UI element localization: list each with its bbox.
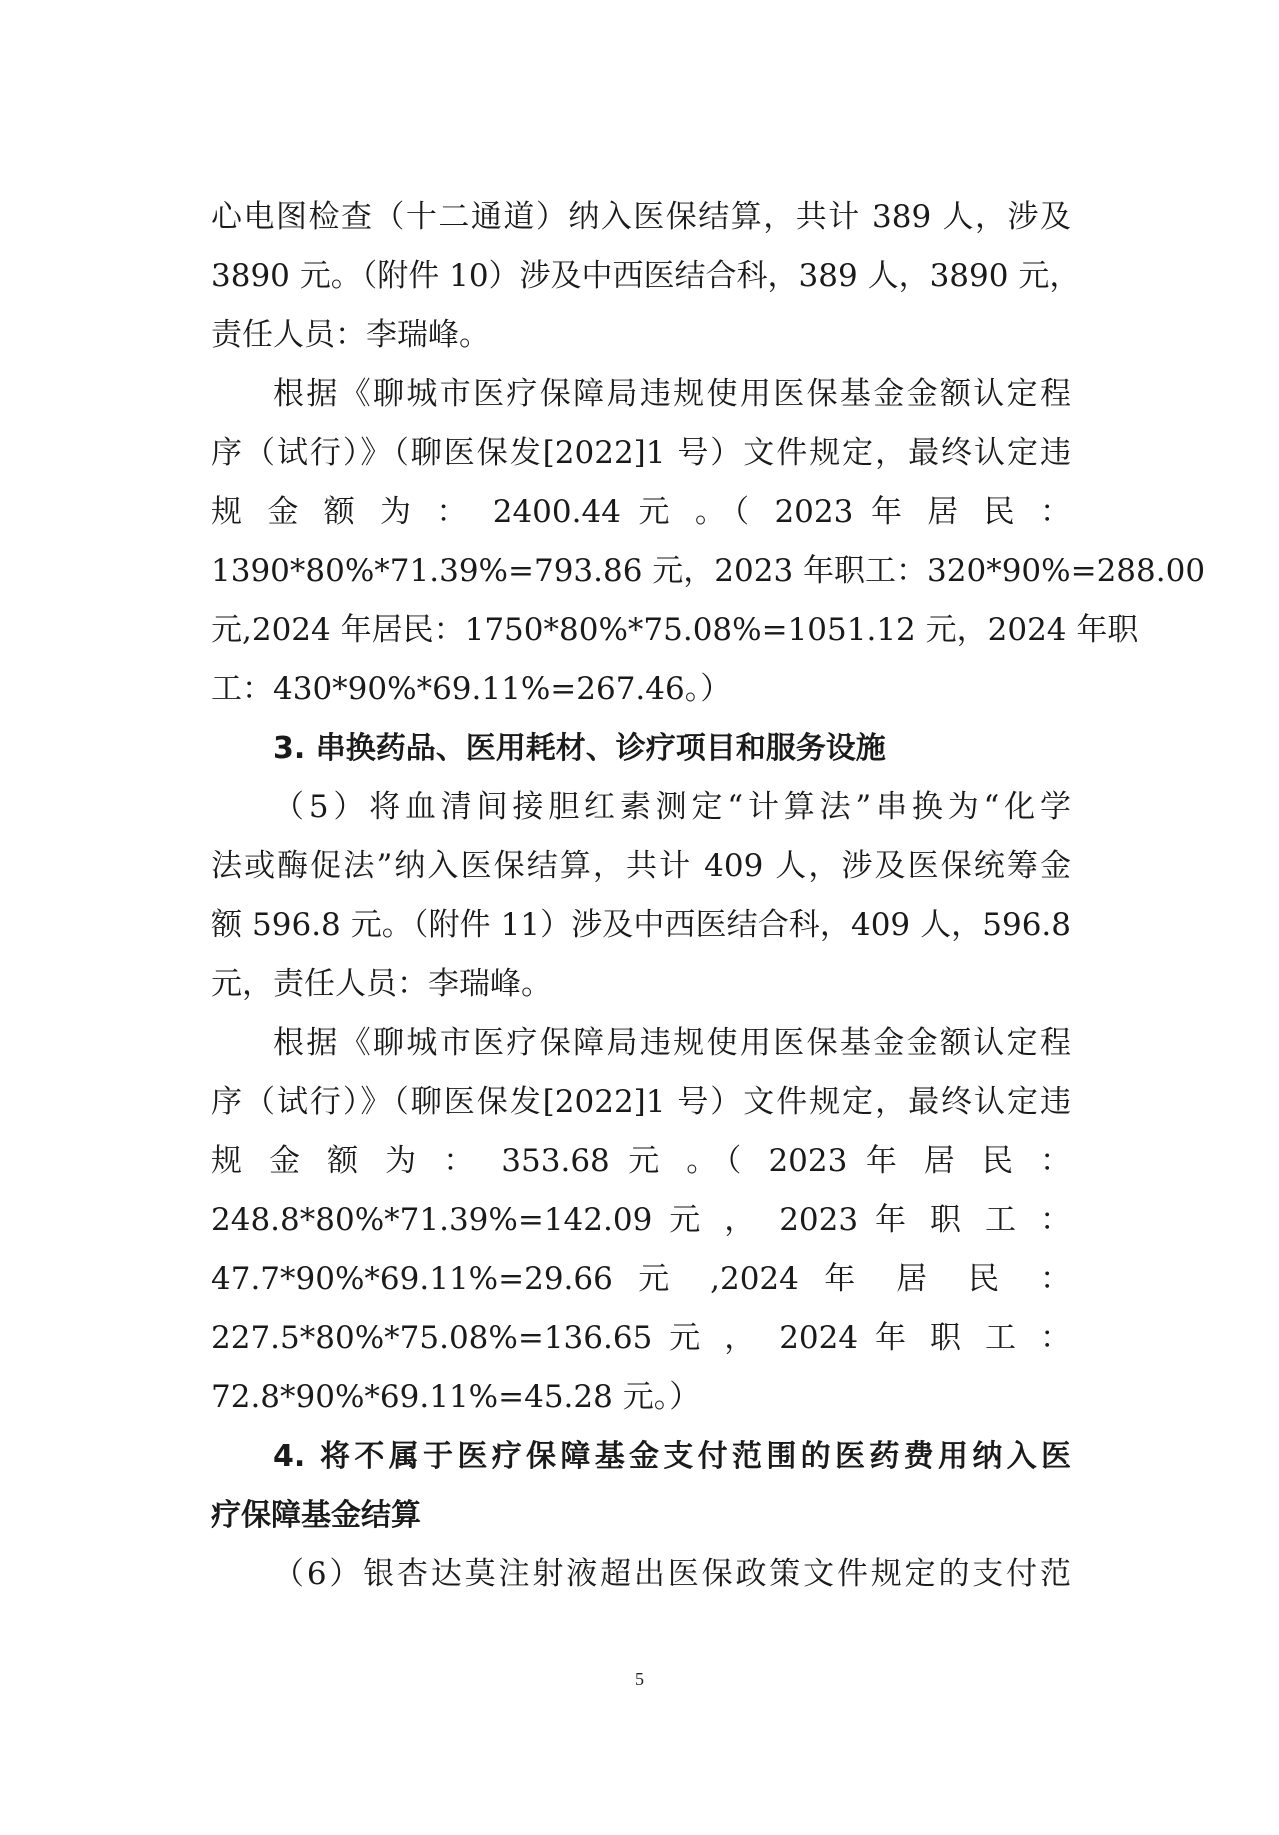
body-line-11: （5）将血清间接胆红素测定“计算法”串换为“化学 <box>273 789 1071 825</box>
body-line-18: 248.8*80%*71.39%=142.09 元 ， 2023 年 职 工 ： <box>211 1202 1071 1238</box>
body-line-3: 责任人员：李瑞峰。 <box>211 317 490 353</box>
body-line-13: 额 596.8 元。（附件 11）涉及中西医结合科，409 人，596.8 <box>211 907 1071 943</box>
body-line-1: 心电图检查（十二通道）纳入医保结算，共计 389 人，涉及 <box>211 199 1071 235</box>
section-heading-4: 4. 将不属于医疗保障基金支付范围的医药费用纳入医 <box>273 1439 1071 1474</box>
body-line-19: 47.7*90%*69.11%=29.66 元 ,2024 年 居 民 ： <box>211 1261 1071 1297</box>
body-line-2: 3890 元。（附件 10）涉及中西医结合科，389 人，3890 元， <box>211 258 1081 294</box>
body-line-15: 根据《聊城市医疗保障局违规使用医保基金金额认定程 <box>273 1025 1071 1061</box>
body-line-6: 规 金 额 为 ： 2400.44 元 。（ 2023 年 居 民 ： <box>211 494 1071 530</box>
section-heading-4-cont: 疗保障基金结算 <box>211 1498 421 1533</box>
body-line-20: 227.5*80%*75.08%=136.65 元 ， 2024 年 职 工 ： <box>211 1320 1071 1356</box>
body-line-4: 根据《聊城市医疗保障局违规使用医保基金金额认定程 <box>273 376 1071 412</box>
body-line-17: 规 金 额 为 ： 353.68 元 。（ 2023 年 居 民 ： <box>211 1143 1071 1179</box>
body-line-7: 1390*80%*71.39%=793.86 元，2023 年职工：320*90%=288.00 <box>211 553 1206 589</box>
document-body <box>211 188 1206 1604</box>
body-line-8: 元,2024 年居民：1750*80%*75.08%=1051.12 元，2024 年职 <box>211 612 1139 648</box>
body-line-24: （6）银杏达莫注射液超出医保政策文件规定的支付范 <box>273 1556 1071 1592</box>
body-line-9: 工：430*90%*69.11%=267.46。） <box>211 671 732 707</box>
body-line-12: 法或酶促法”纳入医保结算，共计 409 人，涉及医保统筹金 <box>211 848 1071 884</box>
page-number: 5 <box>635 1669 644 1689</box>
body-line-5: 序（试行）》（聊医保发[2022]1 号）文件规定，最终认定违 <box>211 435 1071 471</box>
section-heading-3: 3. 串换药品、医用耗材、诊疗项目和服务设施 <box>273 731 886 766</box>
body-line-14: 元，责任人员：李瑞峰。 <box>211 966 552 1002</box>
body-line-16: 序（试行）》（聊医保发[2022]1 号）文件规定，最终认定违 <box>211 1084 1071 1120</box>
body-line-21: 72.8*90%*69.11%=45.28 元。） <box>211 1379 701 1415</box>
